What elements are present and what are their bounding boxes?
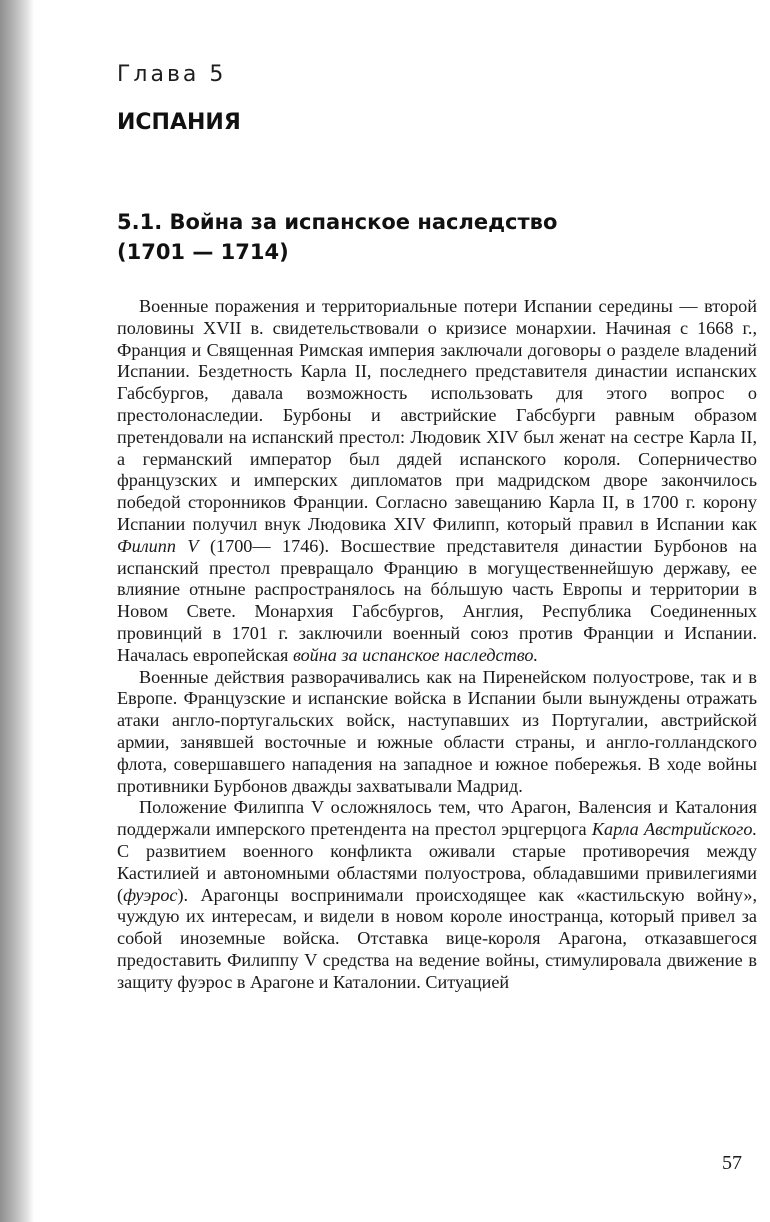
paragraph-3-text-a: Положение Филиппа V осложнялось тем, что Арагон, Валенсия и Каталония поддержали имперского претендента на престол эрцгерцога [117, 797, 757, 840]
paragraph-3-text-b: С развитием военного конфликта оживали старые противоречия между Кастилией и автономными областями полуострова, обладавшими привилегиями ( [117, 840, 757, 905]
section-title-line1: 5.1. Война за испанское наследство [117, 210, 558, 234]
section-title [117, 207, 677, 267]
paragraph-1-text-a: Военные поражения и территориальные потери Испании середины — второй половины XVII в. свидетельствовали о кризисе монархии. Начиная с 1668 г., Франция и Священная Римская империя заключали договоры о разделе владений Испании. Бездетность Карла II, последнего представителя династии испанских Габсбургов, давала возможность использовать для этого вопрос о престолонаследии. Бурбоны и австрийские Габсбурги равным образом претендовали на испанский престол: Людовик XIV был женат на сестре Карла II, а германский император был дядей испанского короля. Соперничество французских и имперских дипломатов при мадридском дворе закончилось победой сторонников Франции. Согласно завещанию Карла II, в 1700 г. корону Испании получил внук Людовика XIV Филипп, который правил в Испании как [117, 296, 757, 534]
body-text [117, 296, 757, 994]
paragraph-1-emphasis-philip: Филипп V [117, 535, 199, 556]
paragraph-1 [117, 296, 757, 667]
paragraph-3-emphasis-fueros: фуэрос [123, 884, 178, 905]
paragraph-3-text-c: ). Арагонцы воспринимали происходящее как «кастильскую войну», чуждую их интересам, и видели в новом короле иностранца, который привел за собой иноземные войска. Отставка вице-короля Арагона, отказавшегося предоставить Филиппу V средства на ведение войны, стимулировала движение в защиту фуэрос в Арагоне и Каталонии. Ситуацией [117, 884, 757, 992]
paragraph-1-emphasis-war: война за испанское наследство. [292, 644, 539, 665]
paragraph-1-text-b: (1700— 1746). Восшествие представителя династии Бурбонов на испанский престол превращало Францию в могущественнейшую державу, ее влияние отныне распространялось на бóльшую часть Европы и территории в Новом Свете. Монархия Габсбургов, Англия, Республика Соединенных провинций в 1701 г. заключили военный союз против Франции и Испании. Началась европейская [117, 535, 757, 665]
paragraph-3-emphasis-charles: Карла Австрийского. [591, 819, 757, 840]
paragraph-3 [117, 797, 757, 993]
chapter-label: Глава 5 [117, 62, 227, 87]
paragraph-2: Военные действия разворачивались как на Пиренейском полуострове, так и в Европе. Французские и испанские войска в Испании были вынуждены отражать атаки англо-португальских войск, наступавших из Португалии, австрийской армии, занявшей восточные и южные области страны, и англо-голландского флота, совершавшего нападения на западное и южное побережья. В ходе войны противники Бурбонов дважды захватывали Мадрид. [117, 666, 757, 796]
section-title-line2: (1701 — 1714) [117, 240, 289, 264]
page-number: 57 [722, 1152, 742, 1174]
chapter-title: ИСПАНИЯ [117, 110, 241, 135]
